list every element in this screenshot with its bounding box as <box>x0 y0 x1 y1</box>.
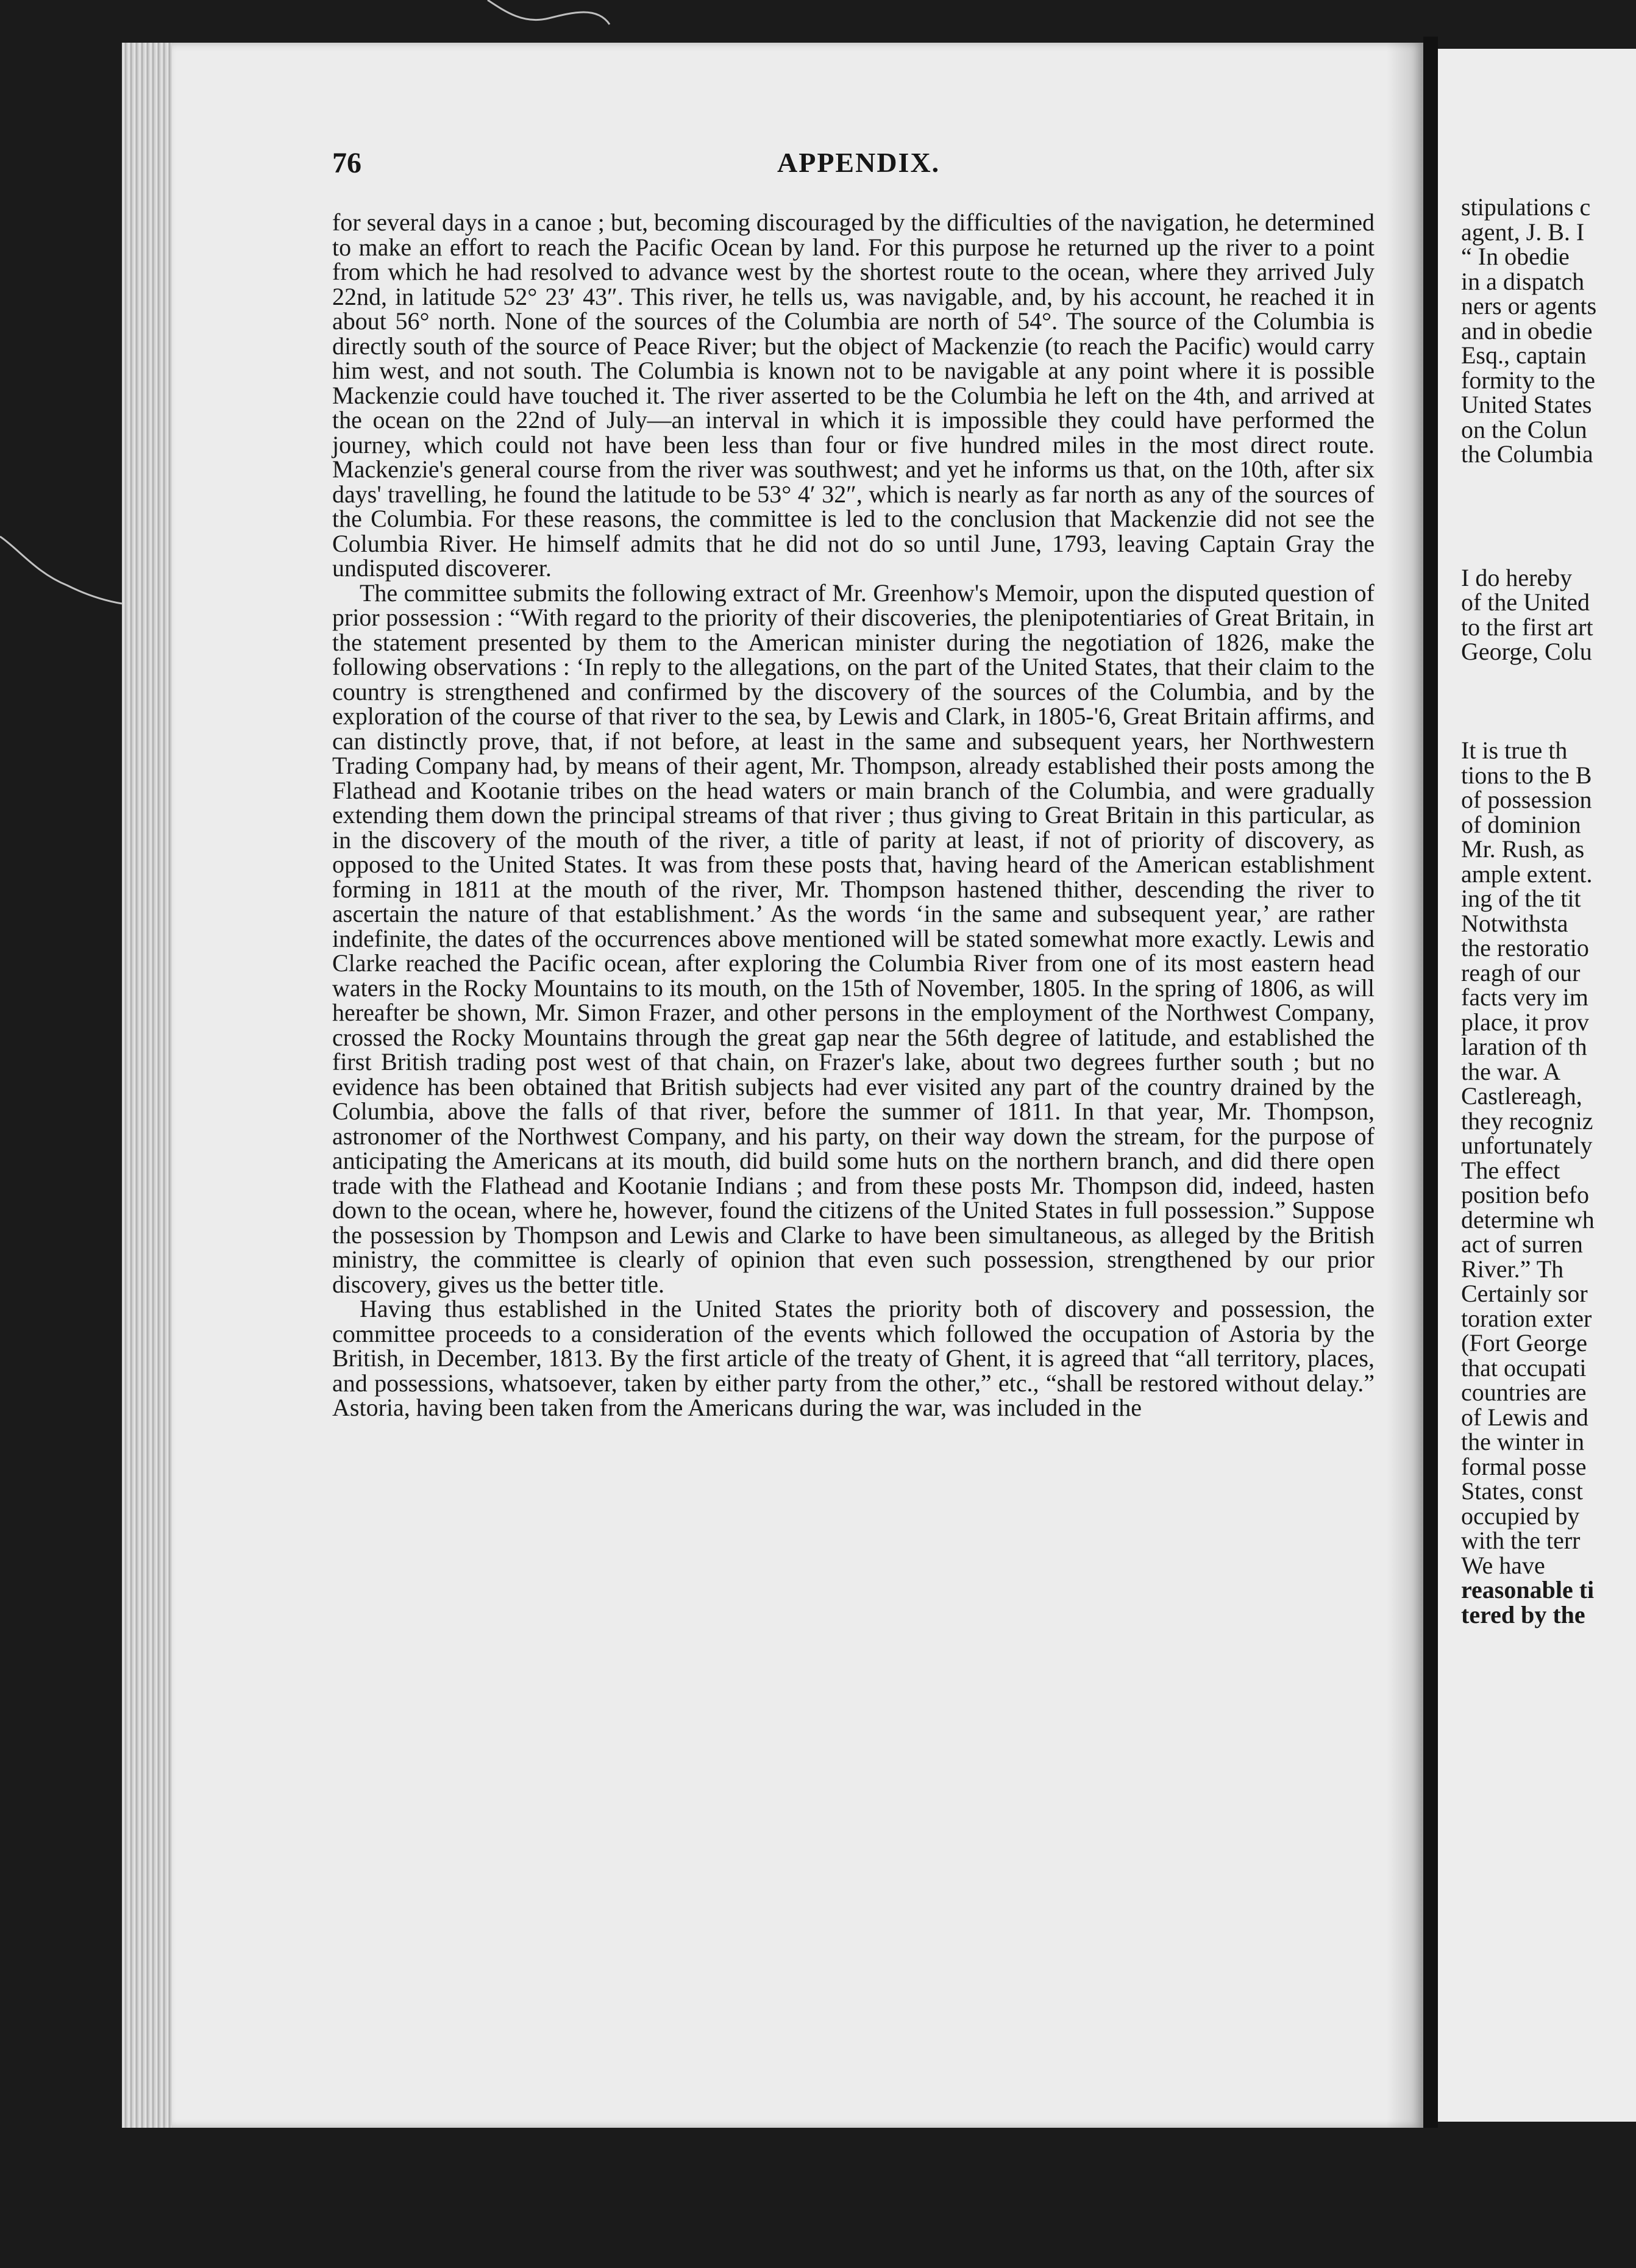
right-line: formal posse <box>1461 1452 1587 1480</box>
right-line: toration exter <box>1461 1304 1592 1332</box>
right-line: Esq., captain <box>1461 341 1587 369</box>
right-line: Notwithsta <box>1461 909 1568 937</box>
right-line: United States <box>1461 391 1592 418</box>
right-line: agent, J. B. I <box>1461 218 1585 246</box>
right-line: It is true th <box>1461 736 1568 764</box>
right-line: reagh of our <box>1461 958 1581 986</box>
right-line: place, it prov <box>1461 1008 1589 1036</box>
right-line: River.” Th <box>1461 1255 1564 1283</box>
right-line: of possession <box>1461 786 1592 813</box>
page-number: 76 <box>332 147 361 179</box>
right-line: ners or agents <box>1461 292 1597 319</box>
right-line: tered by the <box>1461 1600 1585 1628</box>
right-line: Mr. Rush, as <box>1461 835 1585 863</box>
page-header <box>332 146 1375 195</box>
scanner-background <box>0 2128 1636 2268</box>
right-line: Castlereagh, <box>1461 1082 1582 1110</box>
right-line: act of surren <box>1461 1230 1583 1258</box>
right-line: States, const <box>1461 1477 1583 1505</box>
right-line: the war. A <box>1461 1057 1561 1085</box>
right-line: of Lewis and <box>1461 1403 1588 1431</box>
right-line: stipulations c <box>1461 193 1591 221</box>
right-line: We have <box>1461 1551 1545 1579</box>
right-page-body <box>1461 195 1636 1627</box>
right-line: tions to the B <box>1461 761 1592 789</box>
paragraph-mackenzie: for several days in a canoe ; but, becoming discouraged by the difficulties of the navigation, he determined to make an effort to reach the Pacific Ocean by land. For this purpose he returned up the river to a point from which he had resolved to advance west by the shortest route to the ocean, where they arrived July 22nd, in latitude 52° 23′ 43″. This river, he tells us, was navigable, and, by his account, he reached it in about 56° north. None of the sources of the Columbia are north of 54°. The source of the Columbia is directly south of the source of Peace River; but the object of Mackenzie (to reach the Pacific) would carry him west, and not south. The Columbia is known not to be navigable at any point where it is possible Mackenzie could have touched it. The river asserted to be the Columbia he left on the 4th, and arrived at the ocean on the 22nd of July—an interval in which it is impossible they could have performed the journey, which could not have been less than four or five hundred miles in the most direct route. Mackenzie's general course from the river was southwest; and yet he informs us that, on the 10th, after six days' travelling, he found the latitude to be 53° 4′ 32″, which is nearly as far north as any of the sources of the Columbia. For these reasons, the committee is led to the conclusion that Mackenzie did not see the Columbia River. He himself admits that he did not do so until June, 1793, leaving Captain Gray the undisputed discoverer. <box>332 209 1375 582</box>
right-line: on the Colun <box>1461 415 1587 443</box>
right-line: they recogniz <box>1461 1107 1593 1135</box>
right-line: the Columbia <box>1461 440 1593 468</box>
right-line: The effect <box>1461 1156 1560 1184</box>
right-line: that occupati <box>1461 1353 1587 1382</box>
right-line: the winter in <box>1461 1428 1585 1455</box>
right-line: and in obedie <box>1461 316 1593 344</box>
right-line: (Fort George <box>1461 1329 1587 1357</box>
right-line: countries are <box>1461 1378 1587 1406</box>
right-line: reasonable ti <box>1461 1576 1595 1603</box>
right-line: ample extent. <box>1461 860 1593 888</box>
right-line: in a dispatch <box>1461 267 1585 295</box>
right-line: laration of th <box>1461 1033 1587 1060</box>
page-edges <box>122 43 177 2128</box>
right-line: with the terr <box>1461 1527 1581 1554</box>
right-line: position befo <box>1461 1181 1589 1208</box>
right-line: I do hereby <box>1461 563 1573 591</box>
running-head: APPENDIX. <box>777 147 941 178</box>
right-line: of the United <box>1461 588 1590 616</box>
left-page-body <box>332 210 1375 1421</box>
paragraph-greenhow-extract: The committee submits the following extract of Mr. Greenhow's Memoir, upon the disputed question of prior possession : “With regard to the priority of their discoveries, the plenipotentiaries of Great Britain, in the statement presented by them to the American minister during the negotiation of 1826, make the following observations : ‘In reply to the allegations, on the part of the United States, that their claim to the country is strengthened and confirmed by the discovery of the sources of the Columbia, and by the exploration of the course of that river to the sea, by Lewis and Clark, in 1805-'6, Great Britain affirms, and can distinctly prove, that, if not before, at least in the same and subsequent years, her Northwestern Trading Company had, by means of their agent, Mr. Thompson, already established their posts among the Flathead and Kootanie tribes on the head waters or main branch of the Columbia, and were gradually extending them down the principal streams of that river ; thus giving to Great Britain in this particular, as in the discovery of the mouth of the river, a title of parity at least, if not of priority of discovery, as opposed to the United States. It was from these posts that, having heard of the American establishment forming in 1811 at the mouth of the river, Mr. Thompson hastened thither, descending the river to ascertain the nature of that establishment.’ As the words ‘in the same and subsequent year,’ are rather indefinite, the dates of the occurrences above mentioned will be stated somewhat more exactly. Lewis and Clarke reached the Pacific ocean, after exploring the Columbia River from one of its most eastern head waters in the Rocky Mountains to its mouth, on the 15th of November, 1805. In the spring of 1806, as will hereafter be shown, Mr. Simon Frazer, and other persons in the employment of the Northwest Company, crossed the Rocky Mountains through the great gap near the 56th degree of latitude, and established the first British trading post west of that chain, on Frazer's lake, about two degrees further south ; but no evidence has been obtained that British subjects had ever visited any part of the country drained by the Columbia, above the falls of that river, before the summer of 1811. In that year, Mr. Thompson, astronomer of the Northwest Company, and his party, on their way down the stream, for the purpose of anticipating the Americans at its mouth, did build some huts on the northern branch, and did there open trade with the Flathead and Kootanie Indians ; and from these posts Mr. Thompson did, indeed, hasten down to the ocean, where he, however, found the citizens of the United States in full possession.” Suppose the possession by Thompson and Lewis and Clarke to have been simultaneous, as alleged by the British ministry, the committee is clearly of opinion that even such possession, strengthened by our prior discovery, gives us the better title. <box>332 579 1375 1298</box>
stray-fiber <box>488 0 610 24</box>
right-line: facts very im <box>1461 983 1588 1011</box>
book-gutter <box>1423 37 1438 2158</box>
right-line: “ In obedie <box>1461 243 1570 270</box>
right-line: ing of the tit <box>1461 885 1581 912</box>
right-line: determine wh <box>1461 1205 1595 1233</box>
right-line: the restoratio <box>1461 934 1589 961</box>
right-line: occupied by <box>1461 1502 1580 1530</box>
stray-fiber <box>0 537 122 604</box>
paragraph-treaty-of-ghent: Having thus established in the United States the priority both of discovery and possession, the committee proceeds to a consideration of the events which followed the occupation of Astoria by the British, in December, 1813. By the first article of the treaty of Ghent, it is agreed that “all territory, places, and possessions, whatsoever, taken by either party from the other,” etc., “shall be restored without delay.” Astoria, having been taken from the Americans during the war, was included in the <box>332 1295 1375 1421</box>
right-line: George, Colu <box>1461 638 1592 665</box>
right-line: Certainly sor <box>1461 1280 1588 1307</box>
right-line: to the first art <box>1461 613 1593 641</box>
right-line: formity to the <box>1461 366 1595 394</box>
right-line: of dominion <box>1461 810 1581 838</box>
right-page <box>1438 49 1636 2122</box>
right-line: unfortunately <box>1461 1132 1593 1159</box>
